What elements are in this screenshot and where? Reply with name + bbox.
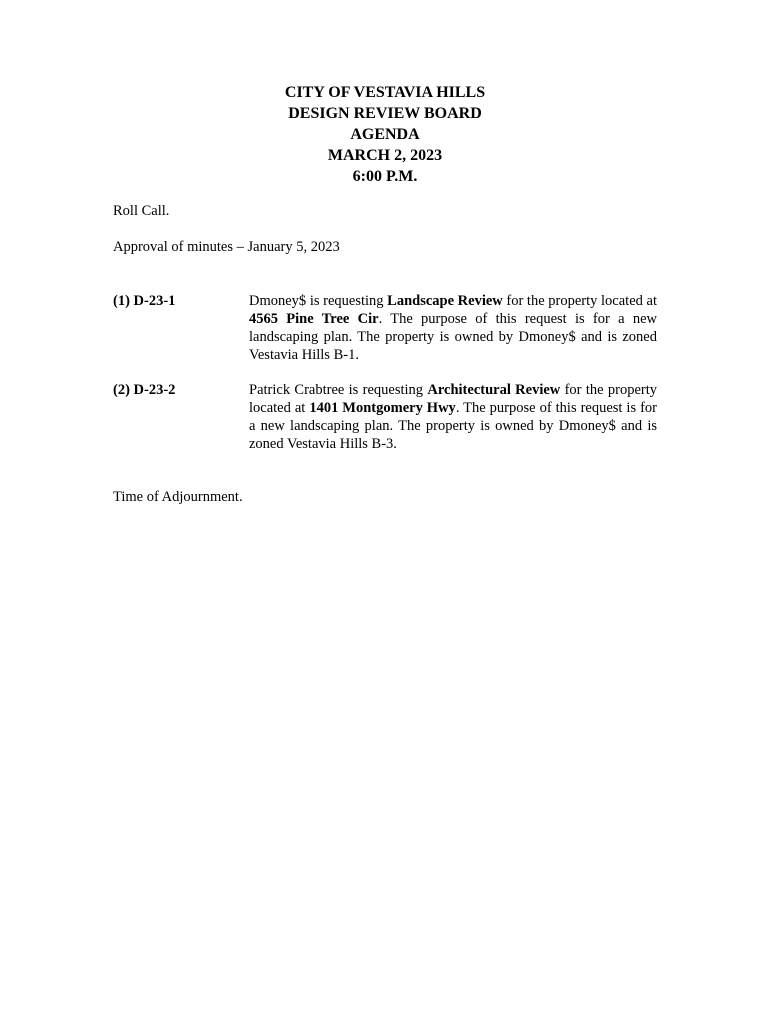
item-2-label: (2) D-23-2 (113, 382, 176, 398)
header-date: MARCH 2, 2023 (327, 147, 443, 164)
item-1-address: 4565 Pine Tree Cir (249, 311, 379, 327)
item-1-text-b: for the property located at (502, 293, 657, 309)
item-1-label: (1) D-23-1 (113, 293, 176, 309)
item-2-address: 1401 Montgomery Hwy (309, 400, 456, 416)
header-city: CITY OF VESTAVIA HILLS (284, 84, 486, 101)
item-2-text-b: for the property located at (249, 382, 658, 416)
item-2-review-type: Architectural Review (427, 382, 561, 398)
header-agenda: AGENDA (350, 126, 420, 143)
item-1-description (249, 292, 657, 364)
item-2-text-a: Patrick Crabtree is requesting (249, 382, 428, 398)
item-1-review-type: Landscape Review (387, 293, 503, 309)
item-2-text-c: . The purpose of this request is for a new landscaping plan. The property is owned by Dmoney$ and is zoned Vestavia Hills B-3. (249, 400, 657, 452)
item-1-text-a: Dmoney$ is requesting (249, 293, 388, 309)
roll-call: Roll Call. (113, 203, 170, 219)
header-board: DESIGN REVIEW BOARD (288, 105, 482, 122)
agenda-header (0, 82, 770, 187)
item-1-text-c: . The purpose of this request is for a new landscaping plan. The property is owned by Dmoney$ and is zoned Vestavia Hills B-1. (249, 311, 658, 363)
time-of-adjournment: Time of Adjournment. (113, 489, 243, 505)
item-2-description (249, 381, 657, 453)
approval-of-minutes: Approval of minutes – January 5, 2023 (113, 239, 340, 255)
header-time: 6:00 P.M. (352, 168, 418, 185)
